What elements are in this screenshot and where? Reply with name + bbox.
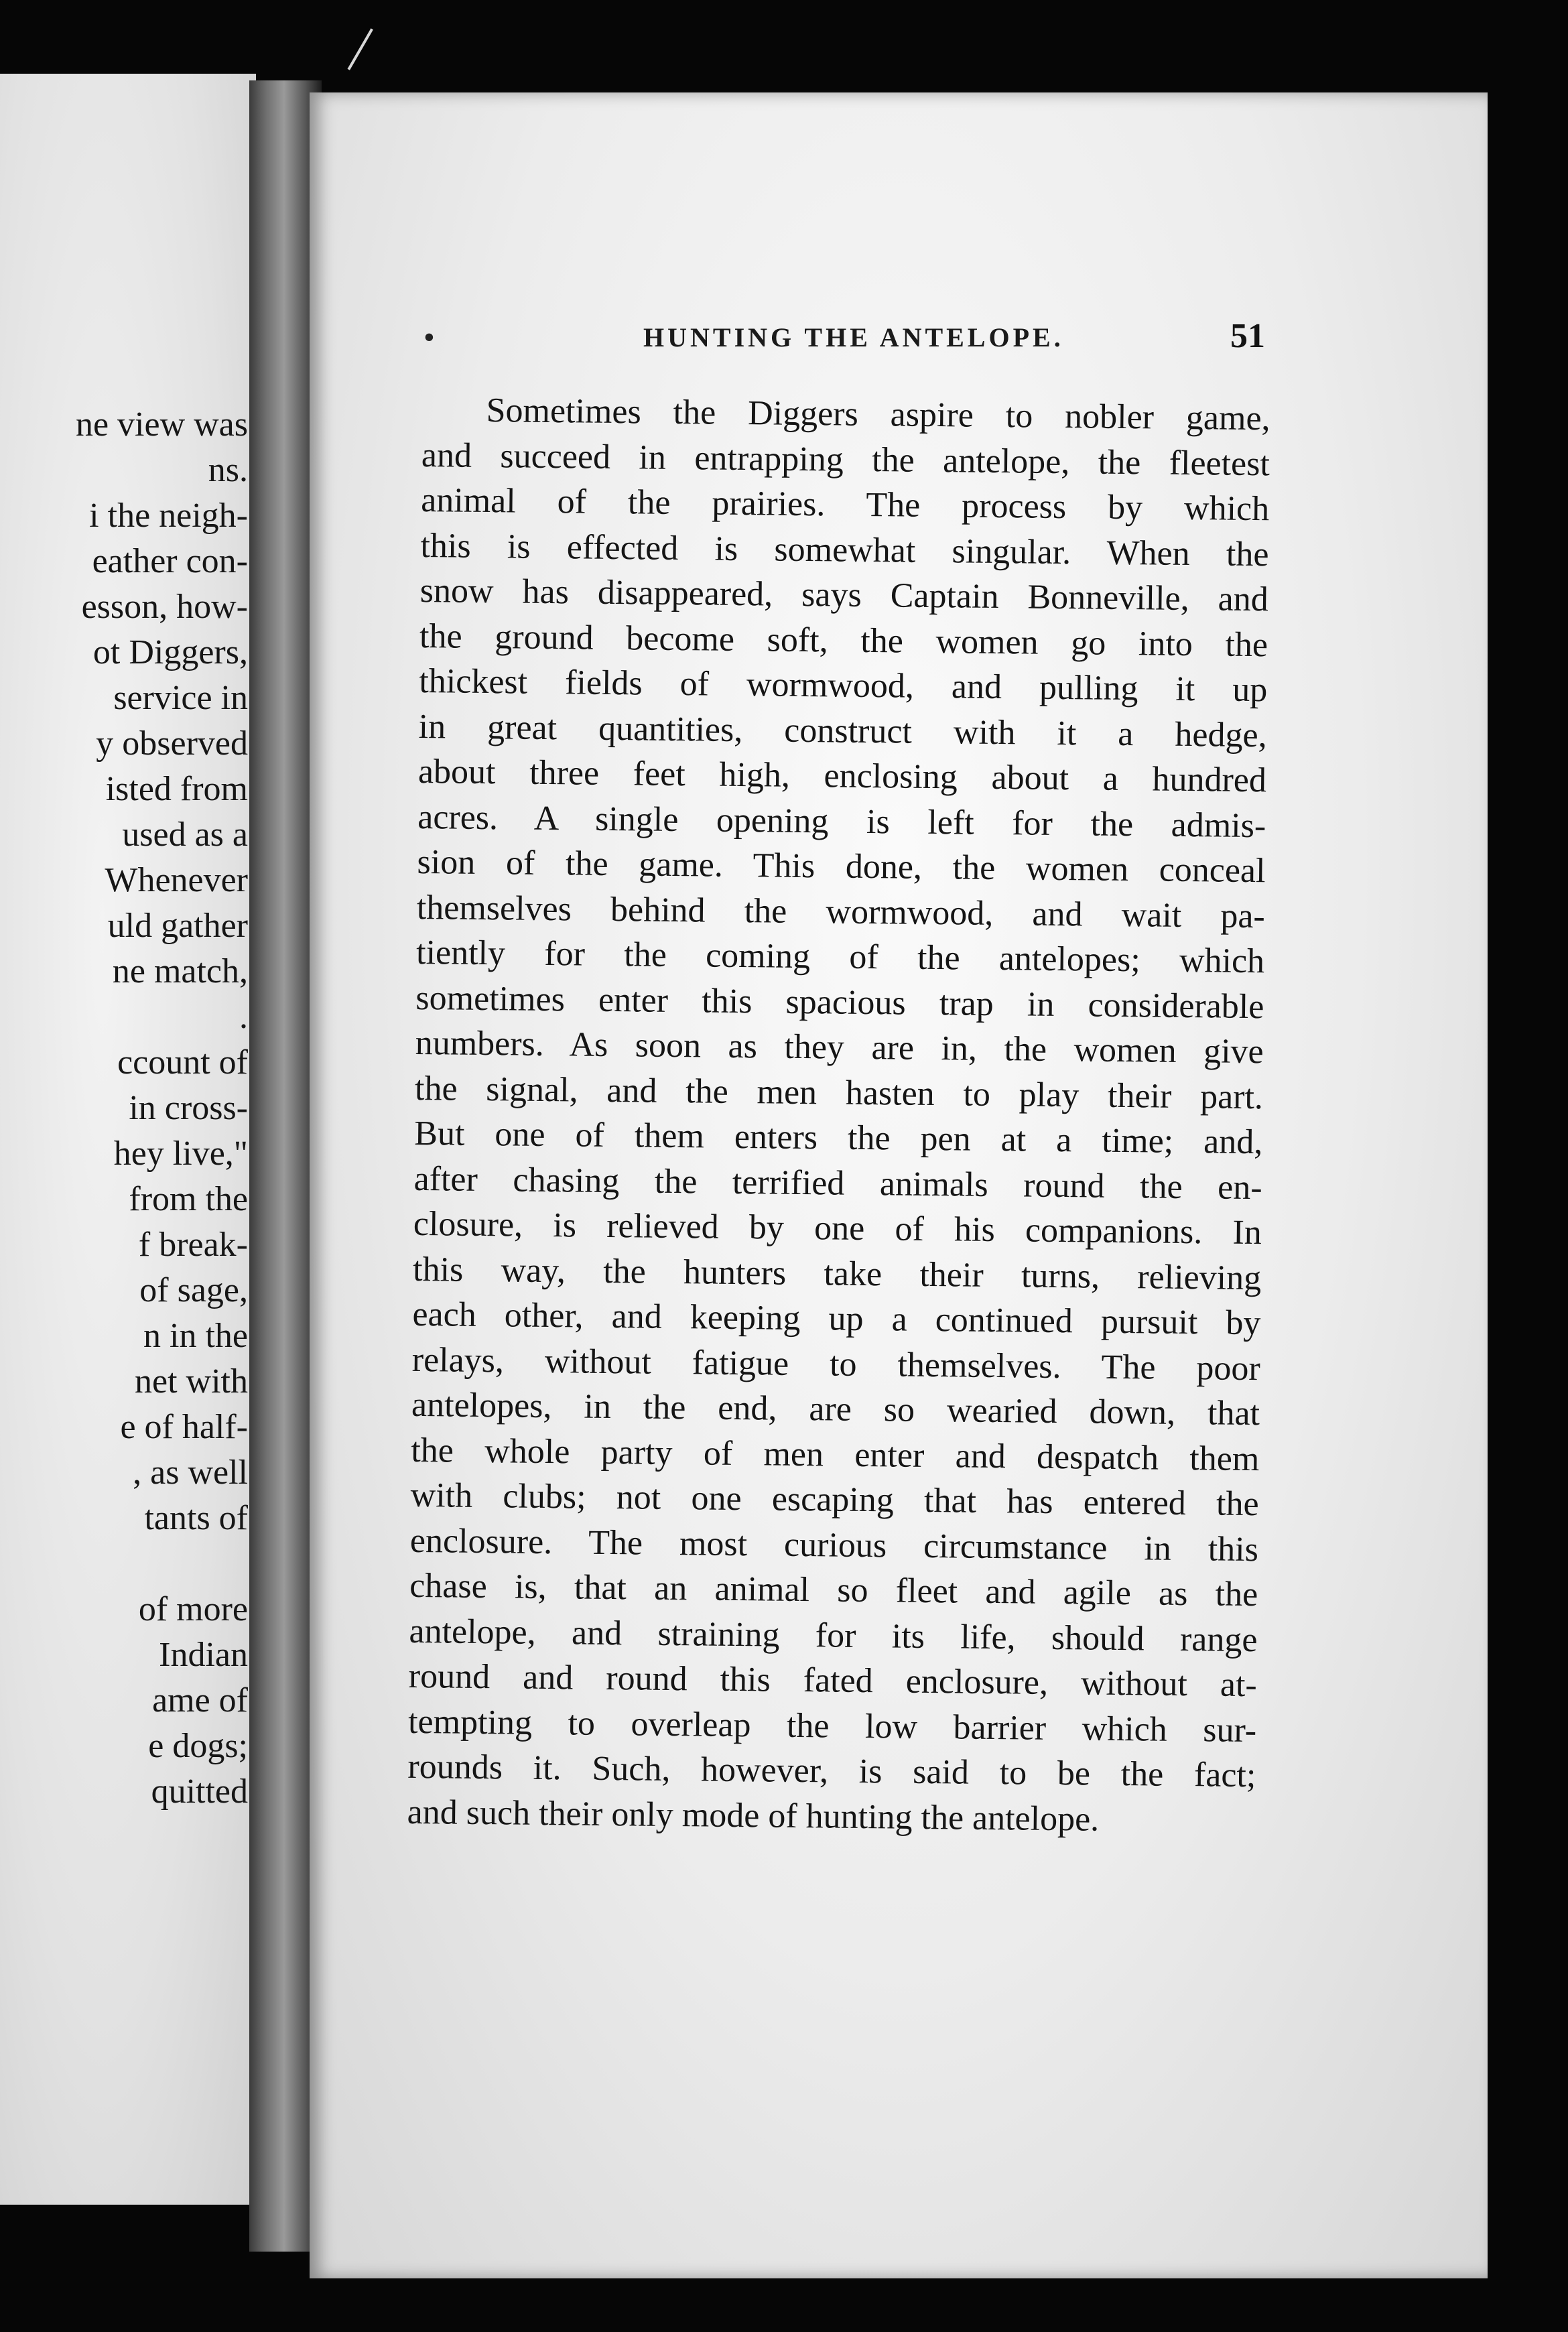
left-text-line: y observed [96,724,248,763]
left-text-line: . [239,998,248,1036]
text-line: sion of the game. This done, the women conceal [417,842,1266,891]
text-line: antelope, and straining for its life, should range [409,1612,1258,1659]
left-text-line: ne view was [75,405,248,444]
text-line: chase is, that an animal so fleet and agile as the [409,1566,1258,1614]
text-line: themselves behind the wormwood, and wait pa- [416,888,1266,935]
left-text-line: ns. [208,451,248,489]
text-line: numbers. As soon as they are in, the women give [415,1023,1264,1072]
left-text-line: ot Diggers, [92,633,248,671]
text-line: about three feet high, enclosing about a hundred [417,752,1267,800]
text-line: antelopes, in the end, are so wearied down, that [411,1385,1260,1433]
left-text-line [76,1541,248,1587]
text-line: in great quantities, construct with it a hedge, [418,707,1267,755]
left-text-line: ne match, [112,952,248,990]
left-text-line: n in the [143,1317,248,1355]
left-text-line: e dogs; [148,1727,248,1765]
page-number: 51 [1230,317,1265,355]
text-line: relays, without fatigue to themselves. The poor [411,1340,1261,1388]
left-text-line: uld gather [107,907,248,945]
left-text-line: tants of [144,1499,248,1537]
left-text-line: e of half- [120,1408,248,1446]
text-line: rounds it. Such, however, is said to be the fact; [407,1747,1256,1795]
text-line: closure, is relieved by one of his companions. In [413,1204,1262,1252]
left-text-line: from the [129,1180,248,1218]
text-line: the ground become soft, the women go into the [419,617,1268,664]
text-line: enclosure. The most curious circumstance in this [409,1521,1259,1569]
text-line: sometimes enter this spacious trap in considerable [415,978,1264,1026]
left-text-line: hey live," [113,1135,248,1173]
text-line: this way, the hunters take their turns, relieving [412,1250,1262,1297]
text-line: with clubs; not one escaping that has entered the [410,1476,1259,1524]
text-line: But one of them enters the pen at a time; and, [414,1114,1263,1162]
left-text-line: f break- [138,1226,248,1264]
left-text-line: Whenever [105,861,248,899]
text-line: and succeed in entrapping the antelope, the fleetest [421,436,1270,483]
text-line: the signal, and the men hasten to play their part. [414,1069,1264,1116]
left-text-line: isted from [105,770,248,808]
left-text-line: , as well [133,1453,248,1492]
left-page [0,74,256,2205]
left-text-line: service in [113,679,248,717]
left-text-line: esson, how- [81,588,248,626]
text-line: after chasing the terrified animals round the en- [413,1159,1262,1207]
left-text-line: i the neigh- [89,497,248,535]
pencil-mark [328,17,373,70]
text-line: snow has disappeared, says Captain Bonneville, and [419,571,1269,619]
text-line: this is effected is somewhat singular. When the [420,526,1269,574]
left-text-line: of sage, [139,1271,248,1309]
text-line: tempting to overleap the low barrier which sur- [407,1702,1257,1750]
left-text-line: quitted [151,1772,248,1811]
left-text-line: eather con- [92,542,248,580]
left-text-line: Indian [159,1636,248,1674]
left-text-line: net with [135,1362,248,1401]
text-line: thickest fields of wormwood, and pulling it up [419,661,1268,710]
text-line: acres. A single opening is left for the admis- [417,797,1266,845]
left-page-text [76,402,248,1815]
text-line: tiently for the coming of the antelopes; which [415,933,1265,981]
text-line: animal of the prairies. The process by which [420,480,1270,529]
left-text-line: ccount of [117,1043,248,1082]
body-text [407,387,1270,1843]
left-text-line: ame of [152,1681,248,1720]
running-head: HUNTING THE ANTELOPE. [643,322,1064,352]
left-text-line: in cross- [129,1089,248,1127]
left-text-line: of more [138,1590,248,1628]
text-line: and such their only mode of hunting the antelope. [407,1793,1100,1839]
left-text-line: used as a [122,816,248,854]
text-line: Sometimes the Diggers aspire to nobler game, [486,391,1270,438]
text-line: the whole party of men enter and despatch them [411,1431,1260,1478]
header-dot: • [423,320,435,355]
text-line: each other, and keeping up a continued pursuit by [412,1295,1261,1343]
text-line: round and round this fated enclosure, without at- [408,1657,1258,1705]
